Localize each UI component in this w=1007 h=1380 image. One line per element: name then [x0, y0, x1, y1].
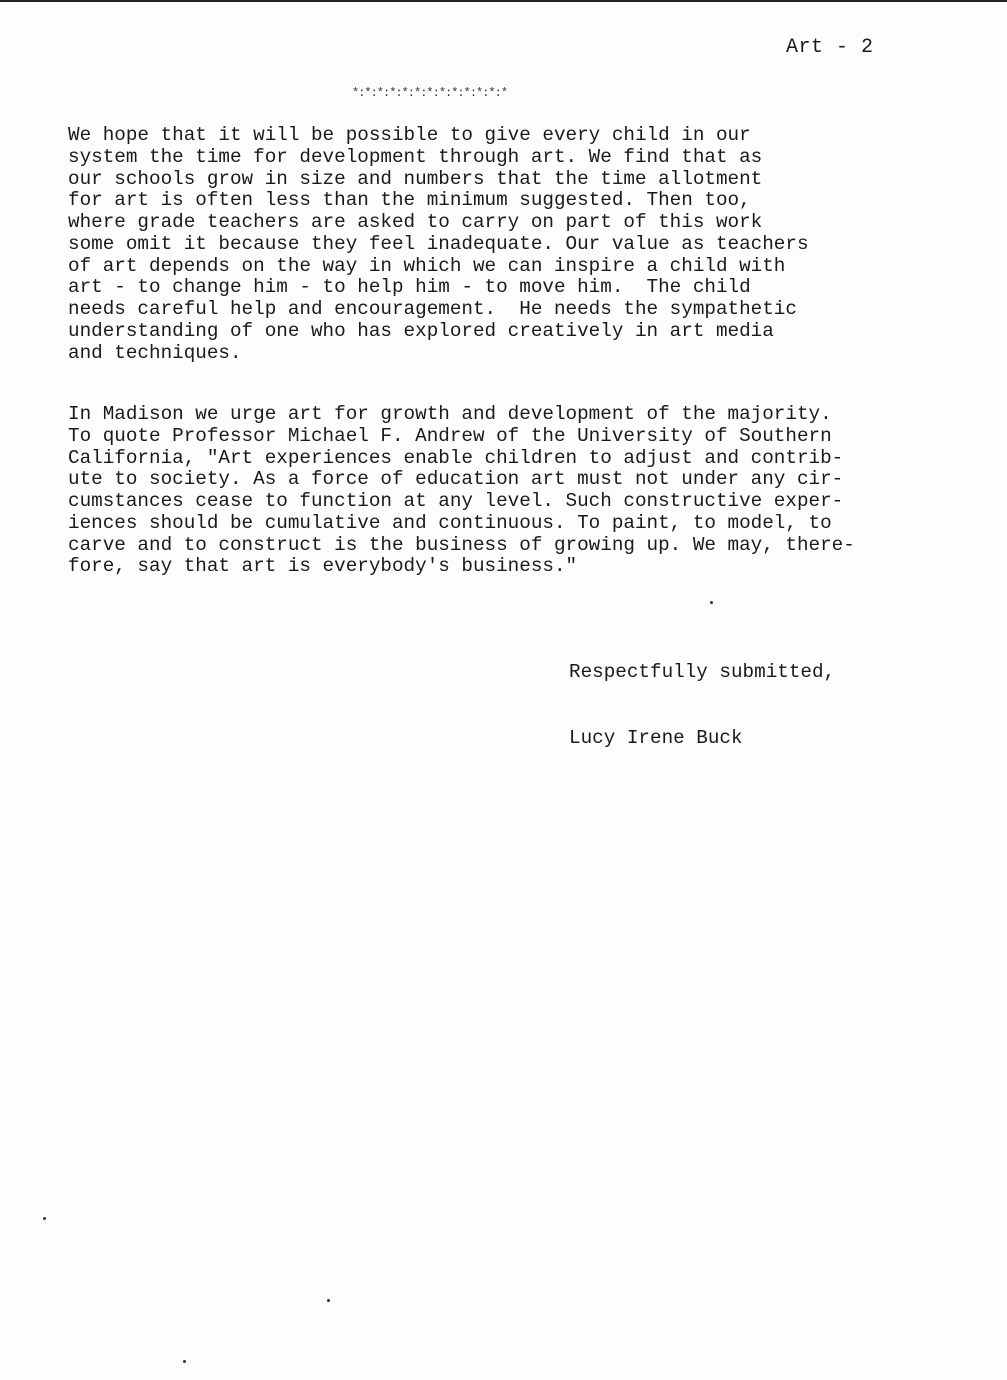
paragraph-line: some omit it because they feel inadequate. Our value as teachers [68, 232, 809, 255]
paragraph-line: To quote Professor Michael F. Andrew of the University of Southern [68, 424, 832, 447]
paragraph-line: We hope that it will be possible to give every child in our [68, 124, 751, 146]
paragraph-line: In Madison we urge art for growth and development of the majority. [68, 403, 832, 425]
paragraph-line: our schools grow in size and numbers that the time allotment [68, 167, 763, 190]
paragraph-line: cumstances cease to function at any level. Such constructive exper- [68, 490, 844, 512]
paragraph-line: where grade teachers are asked to carry on part of this work [68, 211, 763, 233]
signature-name: Lucy Irene Buck [569, 727, 743, 749]
page-number: Art - 2 [786, 36, 874, 59]
paper-speck [43, 1217, 46, 1220]
paragraph-line: California, "Art experiences enable children to adjust and contrib- [68, 446, 844, 469]
paper-speck [327, 1299, 330, 1302]
paragraph-line: carve and to construct is the business of growing up. We may, there- [68, 533, 855, 556]
paragraph-1 [68, 125, 809, 364]
page-top-edge [0, 0, 1007, 2]
paragraph-line: fore, say that art is everybody's business." [68, 555, 578, 578]
paragraph-2 [68, 404, 855, 578]
paragraph-line: art - to change him - to help him - to move him. The child [68, 276, 751, 299]
paragraph-line: understanding of one who has explored creatively in art media [68, 319, 774, 342]
paragraph-line: and techniques. [68, 341, 242, 364]
paragraph-line: ute to society. As a force of education art must not under any cir- [68, 468, 844, 491]
paragraph-line: iences should be cumulative and continuous. To paint, to model, to [68, 511, 832, 534]
paragraph-line: for art is often less than the minimum suggested. Then too, [68, 189, 751, 212]
paper-speck [183, 1360, 186, 1363]
paragraph-line: of art depends on the way in which we can inspire a child with [68, 254, 786, 277]
closing-salutation: Respectfully submitted, [569, 661, 836, 683]
section-divider: *:*:*:*:*:*:*:*:*:*:*:*:* [352, 86, 508, 100]
paper-speck [710, 601, 713, 604]
paragraph-line: needs careful help and encouragement. He needs the sympathetic [68, 298, 797, 320]
paragraph-line: system the time for development through art. We find that as [68, 145, 763, 168]
